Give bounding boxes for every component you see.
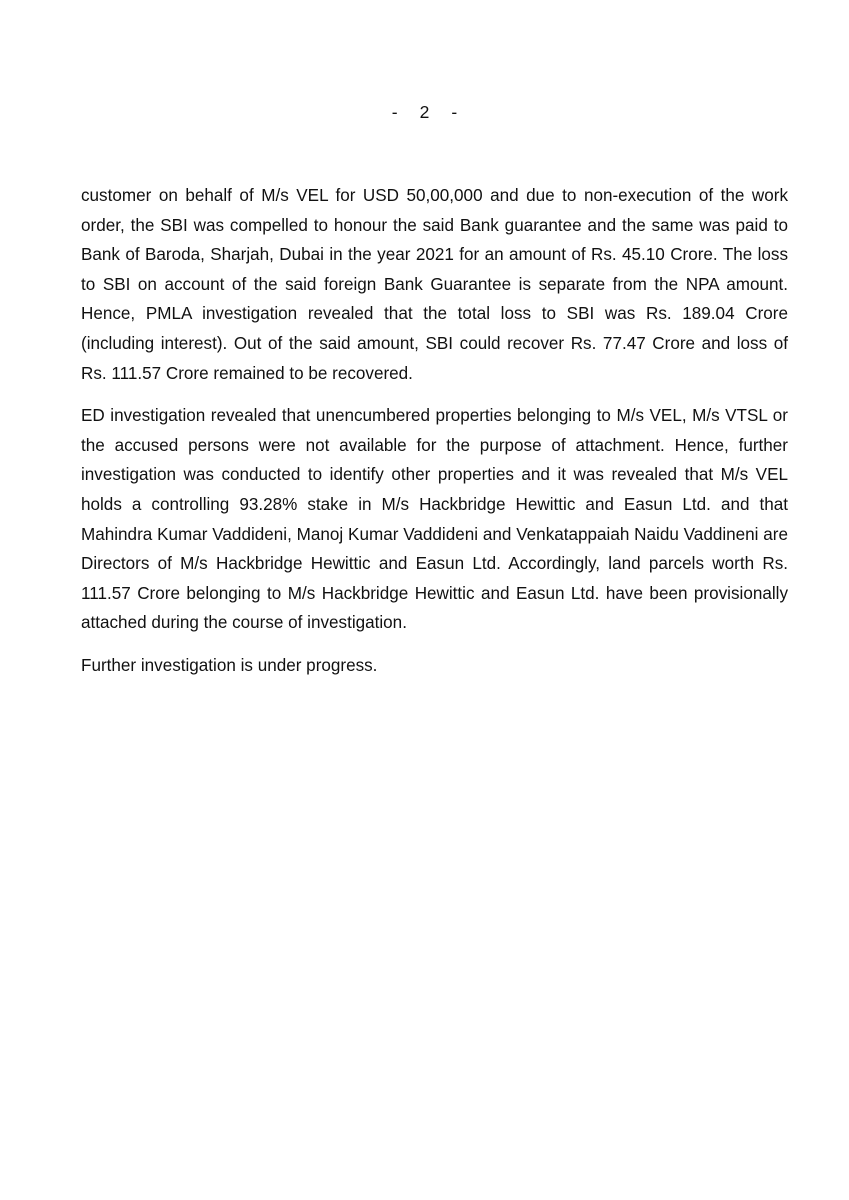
document-body [81,181,788,681]
page-number-dash-left: - [391,102,398,122]
paragraph-loss-details: customer on behalf of M/s VEL for USD 50,00,000 and due to non-execution of the work order, the SBI was compelled to honour the said Bank guarantee and the same was paid to Bank of Baroda, Sharjah, Dubai in the year 2021 for an amount of Rs. 45.10 Crore. The loss to SBI on account of the said foreign Bank Guarantee is separate from the NPA amount. Hence, PMLA investigation revealed that the total loss to SBI was Rs. 189.04 Crore (including interest). Out of the said amount, SBI could recover Rs. 77.47 Crore and loss of Rs. 111.57 Crore remained to be recovered. [81,186,788,383]
page-number-value: 2 [419,102,430,122]
paragraph-attachment: ED investigation revealed that unencumbered properties belonging to M/s VEL, M/s VTSL or the accused persons were not available for the purpose of attachment. Hence, further investigation was conducted to identify other properties and it was revealed that M/s VEL holds a controlling 93.28% stake in M/s Hackbridge Hewittic and Easun Ltd. and that Mahindra Kumar Vaddideni, Manoj Kumar Vaddideni and Venkatappaiah Naidu Vaddineni are Directors of M/s Hackbridge Hewittic and Easun Ltd. Accordingly, land parcels worth Rs. 111.57 Crore belonging to M/s Hackbridge Hewittic and Easun Ltd. have been provisionally attached during the course of investigation. [81,406,788,633]
paragraph-status: Further investigation is under progress. [81,655,378,675]
page-number-dash-right: - [451,102,458,122]
page-number [0,100,849,124]
